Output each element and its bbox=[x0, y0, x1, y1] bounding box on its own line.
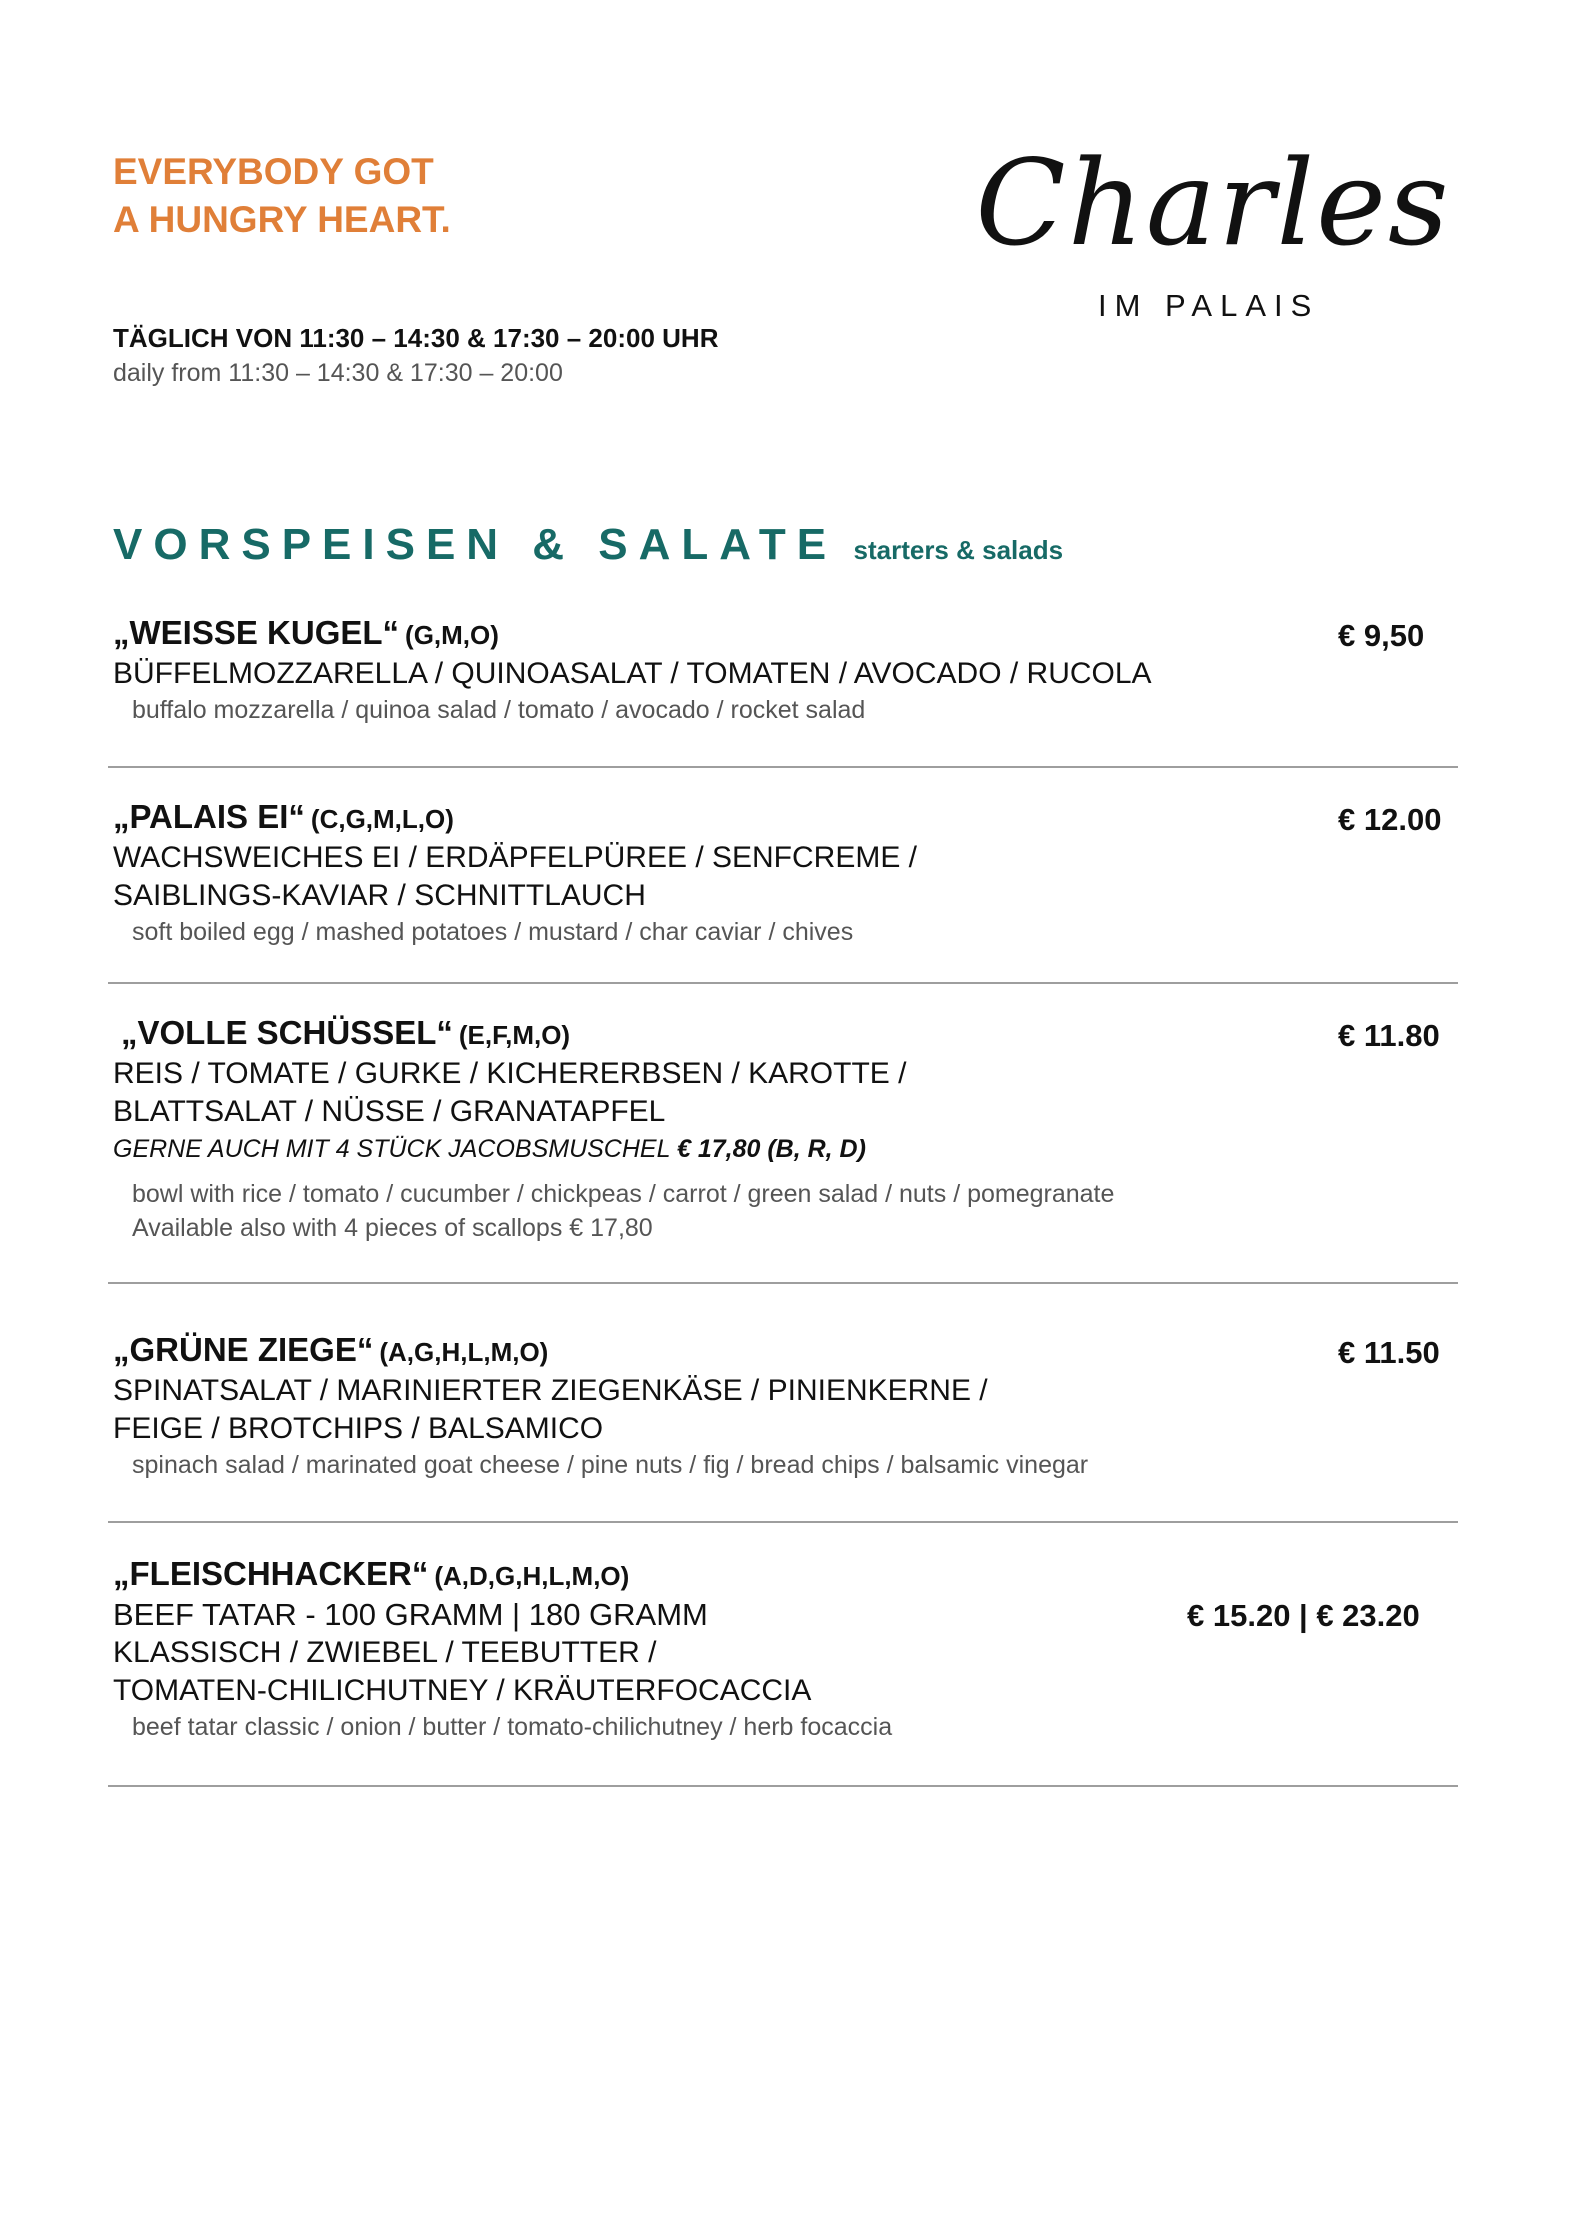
menu-item-weisse-kugel bbox=[113, 613, 1453, 727]
section-title-en: starters & salads bbox=[853, 535, 1064, 565]
item-description-de: REIS / TOMATE / GURKE / KICHERERBSEN / KAROTTE / bbox=[113, 1057, 907, 1090]
item-description-en: bowl with rice / tomato / cucumber / chickpeas / carrot / green salad / nuts / pomegranate bbox=[132, 1180, 1115, 1208]
item-option-note bbox=[113, 1131, 1453, 1167]
slogan-line-1: EVERYBODY GOT bbox=[113, 151, 434, 192]
item-price: € 15.20 | € 23.20 bbox=[1187, 1598, 1420, 1633]
item-allergens: (C,G,M,L,O) bbox=[310, 804, 454, 834]
section-title-de: VORSPEISEN & SALATE bbox=[113, 520, 838, 569]
option-text: GERNE AUCH MIT 4 STÜCK JACOBSMUSCHEL bbox=[113, 1135, 671, 1163]
item-title: „WEISSE KUGEL“ bbox=[113, 614, 400, 651]
opening-hours bbox=[113, 320, 718, 390]
item-description-en: spinach salad / marinated goat cheese / pine nuts / fig / bread chips / balsamic vinegar bbox=[132, 1451, 1089, 1479]
divider bbox=[108, 982, 1458, 984]
item-allergens: (A,G,H,L,M,O) bbox=[379, 1337, 549, 1367]
logo-script: Charles bbox=[975, 134, 1451, 272]
item-title: „FLEISCHHACKER“ bbox=[113, 1555, 429, 1592]
item-description-de: BEEF TATAR - 100 GRAMM | 180 GRAMM bbox=[113, 1597, 708, 1632]
option-price: € 17,80 (B, R, D) bbox=[676, 1135, 866, 1163]
item-description-de: TOMATEN-CHILICHUTNEY / KRÄUTERFOCACCIA bbox=[113, 1674, 812, 1707]
menu-item-palais-ei bbox=[113, 797, 1453, 949]
slogan-line-2: A HUNGRY HEART. bbox=[113, 199, 451, 240]
item-name bbox=[113, 1330, 1453, 1372]
opening-hours-de: TÄGLICH VON 11:30 – 14:30 & 17:30 – 20:00 UHR bbox=[113, 323, 719, 353]
divider bbox=[108, 1785, 1458, 1787]
item-description-de: WACHSWEICHES EI / ERDÄPFELPÜREE / SENFCREME / bbox=[113, 841, 918, 874]
section-title bbox=[113, 520, 1063, 570]
item-title: „VOLLE SCHÜSSEL“ bbox=[121, 1014, 453, 1051]
divider bbox=[108, 1521, 1458, 1523]
item-description-en: soft boiled egg / mashed potatoes / mustard / char caviar / chives bbox=[132, 918, 854, 946]
item-price: € 11.50 bbox=[1338, 1335, 1440, 1370]
divider bbox=[108, 766, 1458, 768]
restaurant-logo bbox=[948, 134, 1478, 338]
item-description-en: beef tatar classic / onion / butter / tomato-chilichutney / herb focaccia bbox=[132, 1713, 893, 1741]
item-name bbox=[113, 613, 1453, 655]
item-description-en: buffalo mozzarella / quinoa salad / tomato / avocado / rocket salad bbox=[132, 696, 866, 724]
item-name bbox=[113, 797, 1453, 839]
item-price: € 11.80 bbox=[1338, 1018, 1440, 1053]
item-allergens: (E,F,M,O) bbox=[458, 1020, 571, 1050]
item-description-de: FEIGE / BROTCHIPS / BALSAMICO bbox=[113, 1412, 604, 1445]
item-name bbox=[113, 1013, 1453, 1055]
slogan bbox=[113, 148, 451, 244]
item-title: „PALAIS EI“ bbox=[113, 798, 305, 835]
logo-subtitle: IM PALAIS bbox=[1098, 288, 1320, 323]
divider bbox=[108, 1282, 1458, 1284]
item-description-en: Available also with 4 pieces of scallops € 17,80 bbox=[132, 1214, 653, 1242]
item-title: „GRÜNE ZIEGE“ bbox=[113, 1331, 374, 1368]
item-description-de: BÜFFELMOZZARELLA / QUINOASALAT / TOMATEN / AVOCADO / RUCOLA bbox=[113, 657, 1152, 690]
menu-item-gruene-ziege bbox=[113, 1330, 1453, 1482]
opening-hours-en: daily from 11:30 – 14:30 & 17:30 – 20:00 bbox=[113, 359, 563, 387]
item-name bbox=[113, 1554, 1453, 1596]
item-description-de: BLATTSALAT / NÜSSE / GRANATAPFEL bbox=[113, 1095, 666, 1128]
menu-item-volle-schuessel bbox=[113, 1013, 1453, 1245]
item-price: € 12.00 bbox=[1338, 802, 1442, 837]
item-allergens: (A,D,G,H,L,M,O) bbox=[434, 1561, 630, 1591]
item-description-de: SAIBLINGS-KAVIAR / SCHNITTLAUCH bbox=[113, 879, 646, 912]
item-description-de: KLASSISCH / ZWIEBEL / TEEBUTTER / bbox=[113, 1636, 657, 1669]
item-price: € 9,50 bbox=[1338, 618, 1425, 653]
item-allergens: (G,M,O) bbox=[405, 620, 499, 650]
item-description-de: SPINATSALAT / MARINIERTER ZIEGENKÄSE / PINIENKERNE / bbox=[113, 1374, 988, 1407]
menu-item-fleischhacker bbox=[113, 1554, 1453, 1744]
